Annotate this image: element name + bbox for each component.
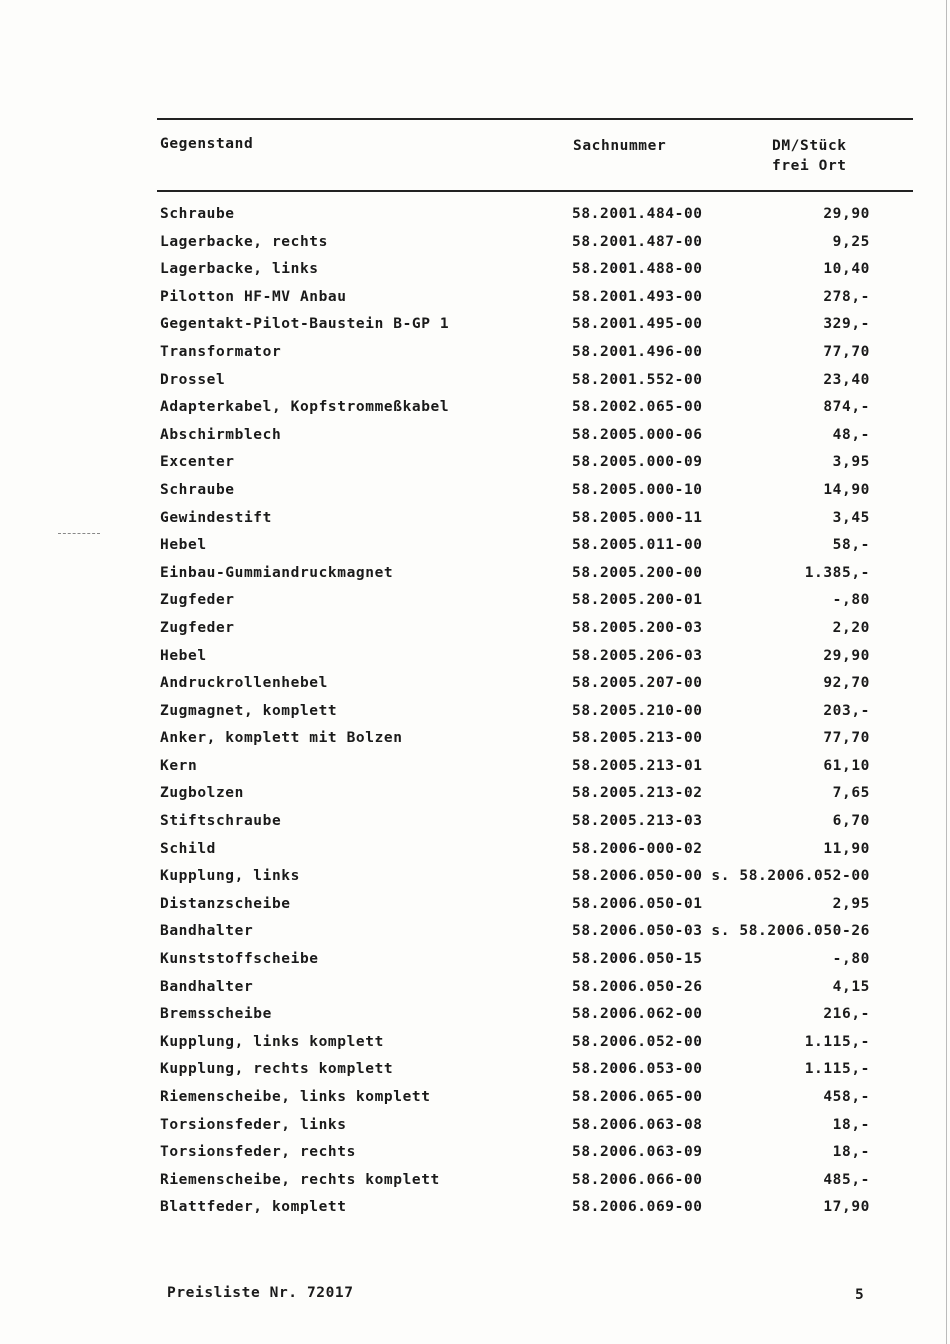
item-name: Abschirmblech	[160, 426, 282, 443]
item-name: Kern	[160, 757, 198, 774]
item-name: Adapterkabel, Kopfstrommeßkabel	[160, 399, 450, 416]
column-header-price	[772, 136, 847, 176]
price: -,80	[832, 592, 870, 609]
price: 7,65	[832, 785, 870, 802]
part-number: 58.2001.488-00	[572, 261, 703, 278]
table-row	[0, 868, 950, 896]
price: 9,25	[832, 233, 870, 250]
table-row	[0, 648, 950, 676]
part-number: 58.2006-000-02	[572, 840, 703, 857]
part-number: 58.2005.213-00	[572, 730, 703, 747]
price: s. 58.2006.050-26	[711, 923, 870, 940]
item-name: Hebel	[160, 537, 207, 554]
part-number: 58.2006.050-15	[572, 951, 703, 968]
item-name: Gegentakt-Pilot-Baustein B-GP 1	[160, 316, 450, 333]
item-name: Kupplung, links komplett	[160, 1033, 384, 1050]
table-row	[0, 923, 950, 951]
part-number: 58.2002.065-00	[572, 399, 703, 416]
table-row	[0, 289, 950, 317]
price: 874,-	[823, 399, 870, 416]
table-row	[0, 510, 950, 538]
item-name: Stiftschraube	[160, 813, 282, 830]
price: 278,-	[823, 288, 870, 305]
item-name: Zugbolzen	[160, 785, 244, 802]
part-number: 58.2005.000-11	[572, 509, 703, 526]
price: 11,90	[823, 840, 870, 857]
item-name: Kupplung, rechts komplett	[160, 1061, 394, 1078]
table-row	[0, 1006, 950, 1034]
table-row	[0, 1117, 950, 1145]
part-number: 58.2005.207-00	[572, 675, 703, 692]
price: s. 58.2006.052-00	[711, 868, 870, 885]
part-number: 58.2006.050-00	[572, 868, 703, 885]
part-number: 58.2006.050-26	[572, 978, 703, 995]
price: 29,90	[823, 206, 870, 222]
column-header-item: Gegenstand	[160, 136, 254, 152]
part-number: 58.2001.487-00	[572, 233, 703, 250]
item-name: Kunststoffscheibe	[160, 951, 319, 968]
part-number: 58.2001.552-00	[572, 371, 703, 388]
price: 4,15	[832, 978, 870, 995]
table-row	[0, 1172, 950, 1200]
part-number: 58.2006.063-08	[572, 1116, 703, 1133]
item-name: Schraube	[160, 206, 235, 222]
item-name: Andruckrollenhebel	[160, 675, 328, 692]
item-name: Lagerbacke, links	[160, 261, 319, 278]
price: 485,-	[823, 1171, 870, 1188]
price: 3,95	[832, 454, 870, 471]
price: 48,-	[832, 426, 870, 443]
price: 17,90	[823, 1199, 870, 1216]
table-row	[0, 979, 950, 1007]
part-number: 58.2006.069-00	[572, 1199, 703, 1216]
table-row	[0, 896, 950, 924]
part-number: 58.2005.213-02	[572, 785, 703, 802]
table-row	[0, 620, 950, 648]
price: 458,-	[823, 1089, 870, 1105]
table-row	[0, 206, 950, 234]
part-number: 58.2005.200-00	[572, 564, 703, 581]
table-row	[0, 316, 950, 344]
part-number: 58.2006.050-03	[572, 923, 703, 940]
table-row	[0, 261, 950, 289]
part-number: 58.2005.200-03	[572, 619, 703, 636]
table-row	[0, 675, 950, 703]
item-name: Bandhalter	[160, 978, 254, 995]
part-number: 58.2005.210-00	[572, 702, 703, 719]
item-name: Bandhalter	[160, 923, 254, 940]
table-row	[0, 1089, 950, 1117]
item-name: Lagerbacke, rechts	[160, 233, 328, 250]
part-number: 58.2005.000-06	[572, 426, 703, 443]
item-name: Torsionsfeder, links	[160, 1116, 347, 1133]
price: 29,90	[823, 647, 870, 664]
price: 18,-	[832, 1116, 870, 1133]
item-name: Kupplung, links	[160, 868, 300, 885]
item-name: Drossel	[160, 371, 226, 388]
item-name: Riemenscheibe, links komplett	[160, 1089, 431, 1105]
part-number: 58.2001.484-00	[572, 206, 703, 222]
price: 1.115,-	[804, 1033, 870, 1050]
column-header-number: Sachnummer	[573, 138, 667, 154]
item-name: Anker, komplett mit Bolzen	[160, 730, 403, 747]
item-name: Torsionsfeder, rechts	[160, 1144, 356, 1161]
item-name: Blattfeder, komplett	[160, 1199, 347, 1216]
table-row	[0, 1061, 950, 1089]
table-top-rule	[157, 118, 913, 120]
price: 77,70	[823, 730, 870, 747]
column-header-price-line2: frei Ort	[772, 158, 847, 174]
table-row	[0, 1199, 950, 1227]
part-number: 58.2001.496-00	[572, 343, 703, 360]
part-number: 58.2005.213-03	[572, 813, 703, 830]
item-name: Schraube	[160, 481, 235, 498]
price: 10,40	[823, 261, 870, 278]
part-number: 58.2005.000-09	[572, 454, 703, 471]
price-list-label: Preisliste Nr. 72017	[167, 1285, 354, 1301]
part-number: 58.2006.065-00	[572, 1089, 703, 1105]
item-name: Pilotton HF-MV Anbau	[160, 288, 347, 305]
price: 2,95	[832, 895, 870, 912]
table-header-rule	[157, 190, 913, 192]
part-number: 58.2005.200-01	[572, 592, 703, 609]
table-row	[0, 234, 950, 262]
price-table-body	[0, 206, 950, 1227]
column-header-price-line1: DM/Stück	[772, 138, 847, 154]
table-row	[0, 537, 950, 565]
table-row	[0, 1034, 950, 1062]
page-number: 5	[855, 1287, 864, 1303]
item-name: Riemenscheibe, rechts komplett	[160, 1171, 440, 1188]
price: 3,45	[832, 509, 870, 526]
price: 77,70	[823, 343, 870, 360]
price: 2,20	[832, 619, 870, 636]
item-name: Hebel	[160, 647, 207, 664]
price: 329,-	[823, 316, 870, 333]
table-row	[0, 758, 950, 786]
part-number: 58.2006.052-00	[572, 1033, 703, 1050]
table-row	[0, 951, 950, 979]
part-number: 58.2006.063-09	[572, 1144, 703, 1161]
item-name: Zugfeder	[160, 619, 235, 636]
price: -,80	[832, 951, 870, 968]
price: 23,40	[823, 371, 870, 388]
price: 1.115,-	[804, 1061, 870, 1078]
table-row	[0, 454, 950, 482]
price: 14,90	[823, 481, 870, 498]
part-number: 58.2006.062-00	[572, 1006, 703, 1023]
table-row	[0, 372, 950, 400]
part-number: 58.2001.493-00	[572, 288, 703, 305]
table-row	[0, 730, 950, 758]
part-number: 58.2006.053-00	[572, 1061, 703, 1078]
table-row	[0, 1144, 950, 1172]
item-name: Zugfeder	[160, 592, 235, 609]
table-row	[0, 785, 950, 813]
table-row	[0, 841, 950, 869]
table-row	[0, 703, 950, 731]
part-number: 58.2005.011-00	[572, 537, 703, 554]
table-row	[0, 565, 950, 593]
item-name: Bremsscheibe	[160, 1006, 272, 1023]
item-name: Gewindestift	[160, 509, 272, 526]
item-name: Transformator	[160, 343, 282, 360]
item-name: Excenter	[160, 454, 235, 471]
table-row	[0, 427, 950, 455]
price: 216,-	[823, 1006, 870, 1023]
part-number: 58.2006.050-01	[572, 895, 703, 912]
table-row	[0, 482, 950, 510]
price: 58,-	[832, 537, 870, 554]
part-number: 58.2006.066-00	[572, 1171, 703, 1188]
part-number: 58.2005.206-03	[572, 647, 703, 664]
part-number: 58.2001.495-00	[572, 316, 703, 333]
table-row	[0, 592, 950, 620]
item-name: Einbau-Gummiandruckmagnet	[160, 564, 394, 581]
price: 92,70	[823, 675, 870, 692]
table-row	[0, 399, 950, 427]
price: 6,70	[832, 813, 870, 830]
price: 18,-	[832, 1144, 870, 1161]
item-name: Distanzscheibe	[160, 895, 291, 912]
part-number: 58.2005.000-10	[572, 481, 703, 498]
item-name: Schild	[160, 840, 216, 857]
price: 203,-	[823, 702, 870, 719]
item-name: Zugmagnet, komplett	[160, 702, 338, 719]
price: 1.385,-	[804, 564, 870, 581]
price: 61,10	[823, 757, 870, 774]
table-row	[0, 344, 950, 372]
table-row	[0, 813, 950, 841]
part-number: 58.2005.213-01	[572, 757, 703, 774]
